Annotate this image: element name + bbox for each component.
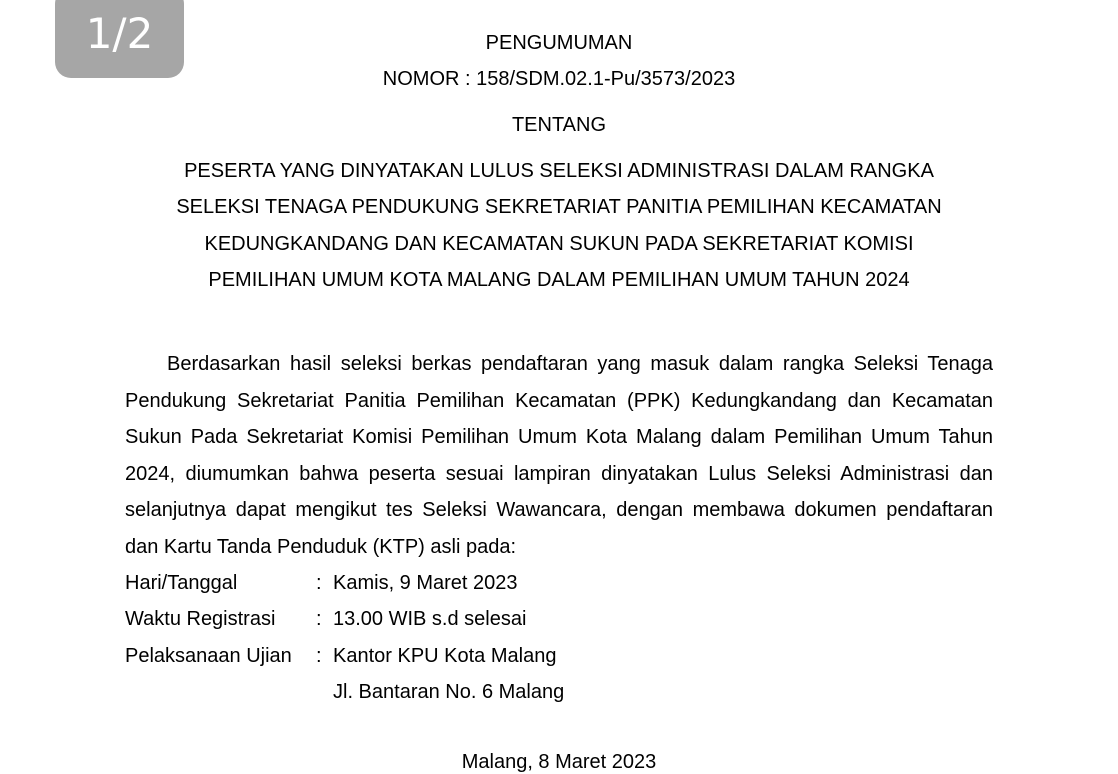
announcement-title: PENGUMUMAN bbox=[485, 32, 633, 54]
detail-value: 13.00 WIB s.d selesai bbox=[333, 608, 527, 630]
announcement-number: NOMOR : 158/SDM.02.1-Pu/3573/2023 bbox=[382, 68, 736, 90]
page-indicator-text: 1/2 bbox=[85, 9, 154, 58]
detail-label: Waktu Registrasi bbox=[125, 608, 276, 630]
subject-line: PEMILIHAN UMUM KOTA MALANG DALAM PEMILIHAN UMUM TAHUN 2024 bbox=[208, 269, 910, 291]
closing-place-date: Malang, 8 Maret 2023 bbox=[461, 751, 657, 773]
detail-value: Kamis, 9 Maret 2023 bbox=[333, 572, 518, 594]
body-paragraph: Berdasarkan hasil seleksi berkas pendaftaran yang masuk dalam rangka Seleksi Tenaga Pendukung Sekretariat Panitia Pemilihan Kecamatan (PPK) Kedungkandang dan Kecamatan Sukun Pada Sekretariat Komisi Pemilihan Umum Kota Malang dalam Pemilihan Umum Tahun 2024, diumumkan bahwa peserta sesuai lampiran dinyatakan Lulus Seleksi Administrasi dan selanjutnya dapat mengikut tes Seleksi Wawancara, dengan membawa dokumen pendaftaran dan Kartu Tanda Penduduk (KTP) asli pada: bbox=[125, 353, 993, 558]
detail-colon: : bbox=[316, 608, 322, 630]
detail-label: Hari/Tanggal bbox=[125, 572, 238, 594]
subject-line: KEDUNGKANDANG DAN KECAMATAN SUKUN PADA SEKRETARIAT KOMISI bbox=[204, 233, 914, 255]
announcement-about: TENTANG bbox=[511, 114, 607, 136]
detail-label: Pelaksanaan Ujian bbox=[125, 645, 292, 667]
detail-value: Kantor KPU Kota Malang bbox=[333, 645, 557, 667]
subject-line: SELEKSI TENAGA PENDUKUNG SEKRETARIAT PANITIA PEMILIHAN KECAMATAN bbox=[176, 196, 942, 218]
subject-line: PESERTA YANG DINYATAKAN LULUS SELEKSI ADMINISTRASI DALAM RANGKA bbox=[184, 160, 934, 182]
detail-colon: : bbox=[316, 645, 322, 667]
detail-colon: : bbox=[316, 572, 322, 594]
detail-value: Jl. Bantaran No. 6 Malang bbox=[333, 681, 565, 703]
